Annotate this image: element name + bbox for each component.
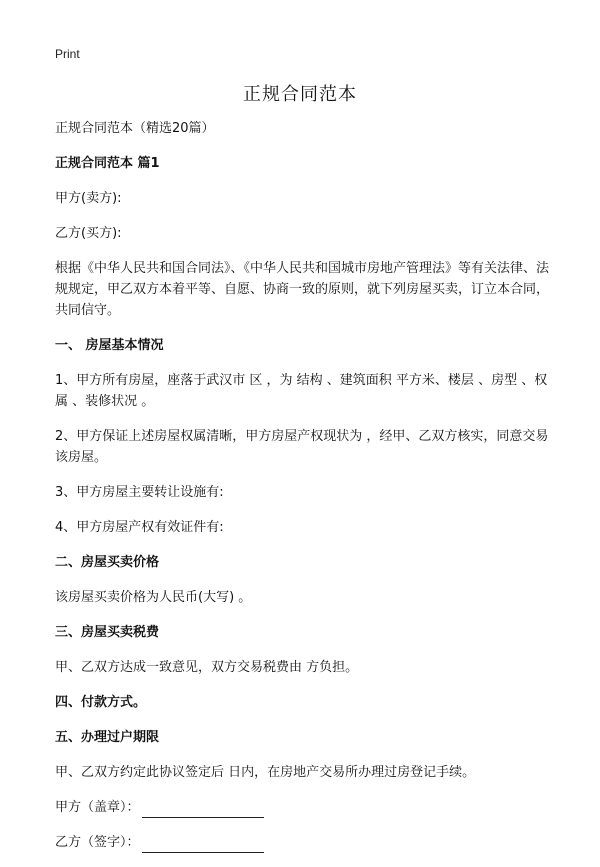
clause-price: 该房屋买卖价格为人民币(大写) 。 [55, 590, 252, 605]
clause-1-2: 2、甲方保证上述房屋权属清晰，甲方房屋产权现状为 ，经甲、乙双方核实，同意交易该房屋。 [55, 429, 549, 465]
signature-row-a [55, 797, 555, 818]
signature-line-a [142, 803, 264, 818]
signature-label-a: 甲方（盖章）： [55, 800, 140, 815]
print-link[interactable]: Print [55, 47, 80, 61]
heading-transfer: 五、办理过户期限 [55, 730, 160, 745]
section-heading: 正规合同范本 篇1 [55, 156, 160, 171]
party-b-label: 乙方(买方): [55, 226, 122, 241]
signature-label-b: 乙方（签字）： [55, 835, 140, 850]
clause-1-4: 4、甲方房屋产权有效证件有: [55, 520, 224, 535]
intro-paragraph: 根据《中华人民共和国合同法》、《中华人民共和国城市房地产管理法》等有关法律、法规规定，甲乙双方本着平等、自愿、协商一致的原则，就下列房屋买卖，订立本合同，共同信守。 [55, 261, 550, 318]
document-subtitle: 正规合同范本（精选20篇） [55, 121, 215, 136]
heading-taxes: 三、房屋买卖税费 [55, 625, 160, 640]
signature-row-b [55, 832, 555, 853]
heading-payment: 四、付款方式。 [55, 695, 147, 710]
signature-line-b [142, 838, 264, 853]
document-body [55, 118, 555, 867]
document-title: 正规合同范本 [243, 84, 357, 105]
clause-1-1: 1、甲方所有房屋，座落于武汉市 区 ，为 结构 、建筑面积 平方米、楼层 、房型 、权属 、装修状况 。 [55, 373, 548, 409]
party-a-label: 甲方(卖方): [55, 191, 122, 206]
clause-transfer: 甲、乙双方约定此协议签定后 日内，在房地产交易所办理过房登记手续。 [55, 765, 476, 780]
heading-price: 二、房屋买卖价格 [55, 555, 160, 570]
heading-property-info: 一、 房屋基本情况 [55, 338, 164, 353]
clause-taxes: 甲、乙双方达成一致意见，双方交易税费由 方负担。 [55, 660, 359, 675]
clause-1-3: 3、甲方房屋主要转让设施有: [55, 485, 224, 500]
